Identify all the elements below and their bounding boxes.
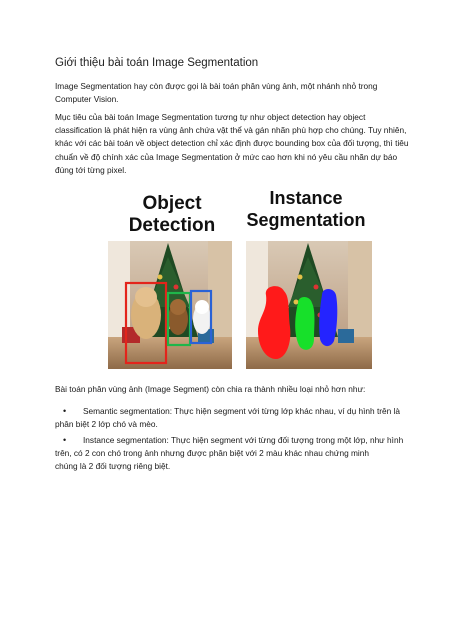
text-line: chúng là 2 đối tượng riêng biệt. bbox=[55, 461, 171, 472]
bullet-marker: • bbox=[63, 406, 67, 416]
section-heading: Giới thiệu bài toán Image Segmentation bbox=[55, 57, 259, 69]
left-title-line1: Object bbox=[142, 193, 202, 214]
left-title-line2: Detection bbox=[128, 215, 216, 236]
goal-paragraph bbox=[55, 111, 420, 177]
right-title-line1: Instance bbox=[269, 188, 343, 208]
text-line: đúng tới từng pixel. bbox=[55, 164, 127, 175]
figure-svg bbox=[108, 187, 372, 369]
right-title-line2: Segmentation bbox=[246, 210, 366, 230]
mask-cat bbox=[319, 289, 337, 346]
list-item bbox=[55, 434, 420, 474]
text-line: chuẩn về độ chính xác của Image Segmentation ở mức cao hơn khi nó yêu cầu nhãn dự báo bbox=[55, 151, 398, 162]
list-item bbox=[55, 405, 420, 431]
text-line: classification là phát hiện ra vùng ảnh chứa vật thể và gán nhãn phù hợp cho chúng. Tuy nhiên, bbox=[55, 125, 407, 136]
text-line: khác với các bài toán về object detection chỉ xác định được bounding box của đối tượng, thì tiêu bbox=[55, 138, 409, 149]
text-line: Computer Vision. bbox=[55, 94, 119, 105]
mask-dog-2 bbox=[295, 297, 314, 350]
text-line: Semantic segmentation: Thực hiện segment với từng lớp khác nhau, ví dụ hình trên là bbox=[83, 406, 401, 416]
text-line: Mục tiêu của bài toán Image Segmentation tương tự như object detection hay object bbox=[55, 112, 366, 122]
text-line: trên, có 2 con chó trong ảnh nhưng được phân biệt với 2 màu khác nhau chứng minh bbox=[55, 448, 369, 459]
intro-paragraph bbox=[55, 80, 420, 106]
text-line: Instance segmentation: Thực hiện segment với từng đối tượng trong một lớp, như hình bbox=[83, 435, 404, 445]
text-line: Image Segmentation hay còn được gọi là bài toán phân vùng ảnh, một nhánh nhỏ trong bbox=[55, 81, 378, 91]
bullet-marker: • bbox=[63, 435, 67, 445]
comparison-figure bbox=[108, 187, 372, 369]
types-intro: Bài toán phân vùng ảnh (Image Segment) còn chia ra thành nhiều loại nhỏ hơn như: bbox=[55, 384, 366, 394]
text-line: phân biệt 2 lớp chó và mèo. bbox=[55, 419, 158, 430]
